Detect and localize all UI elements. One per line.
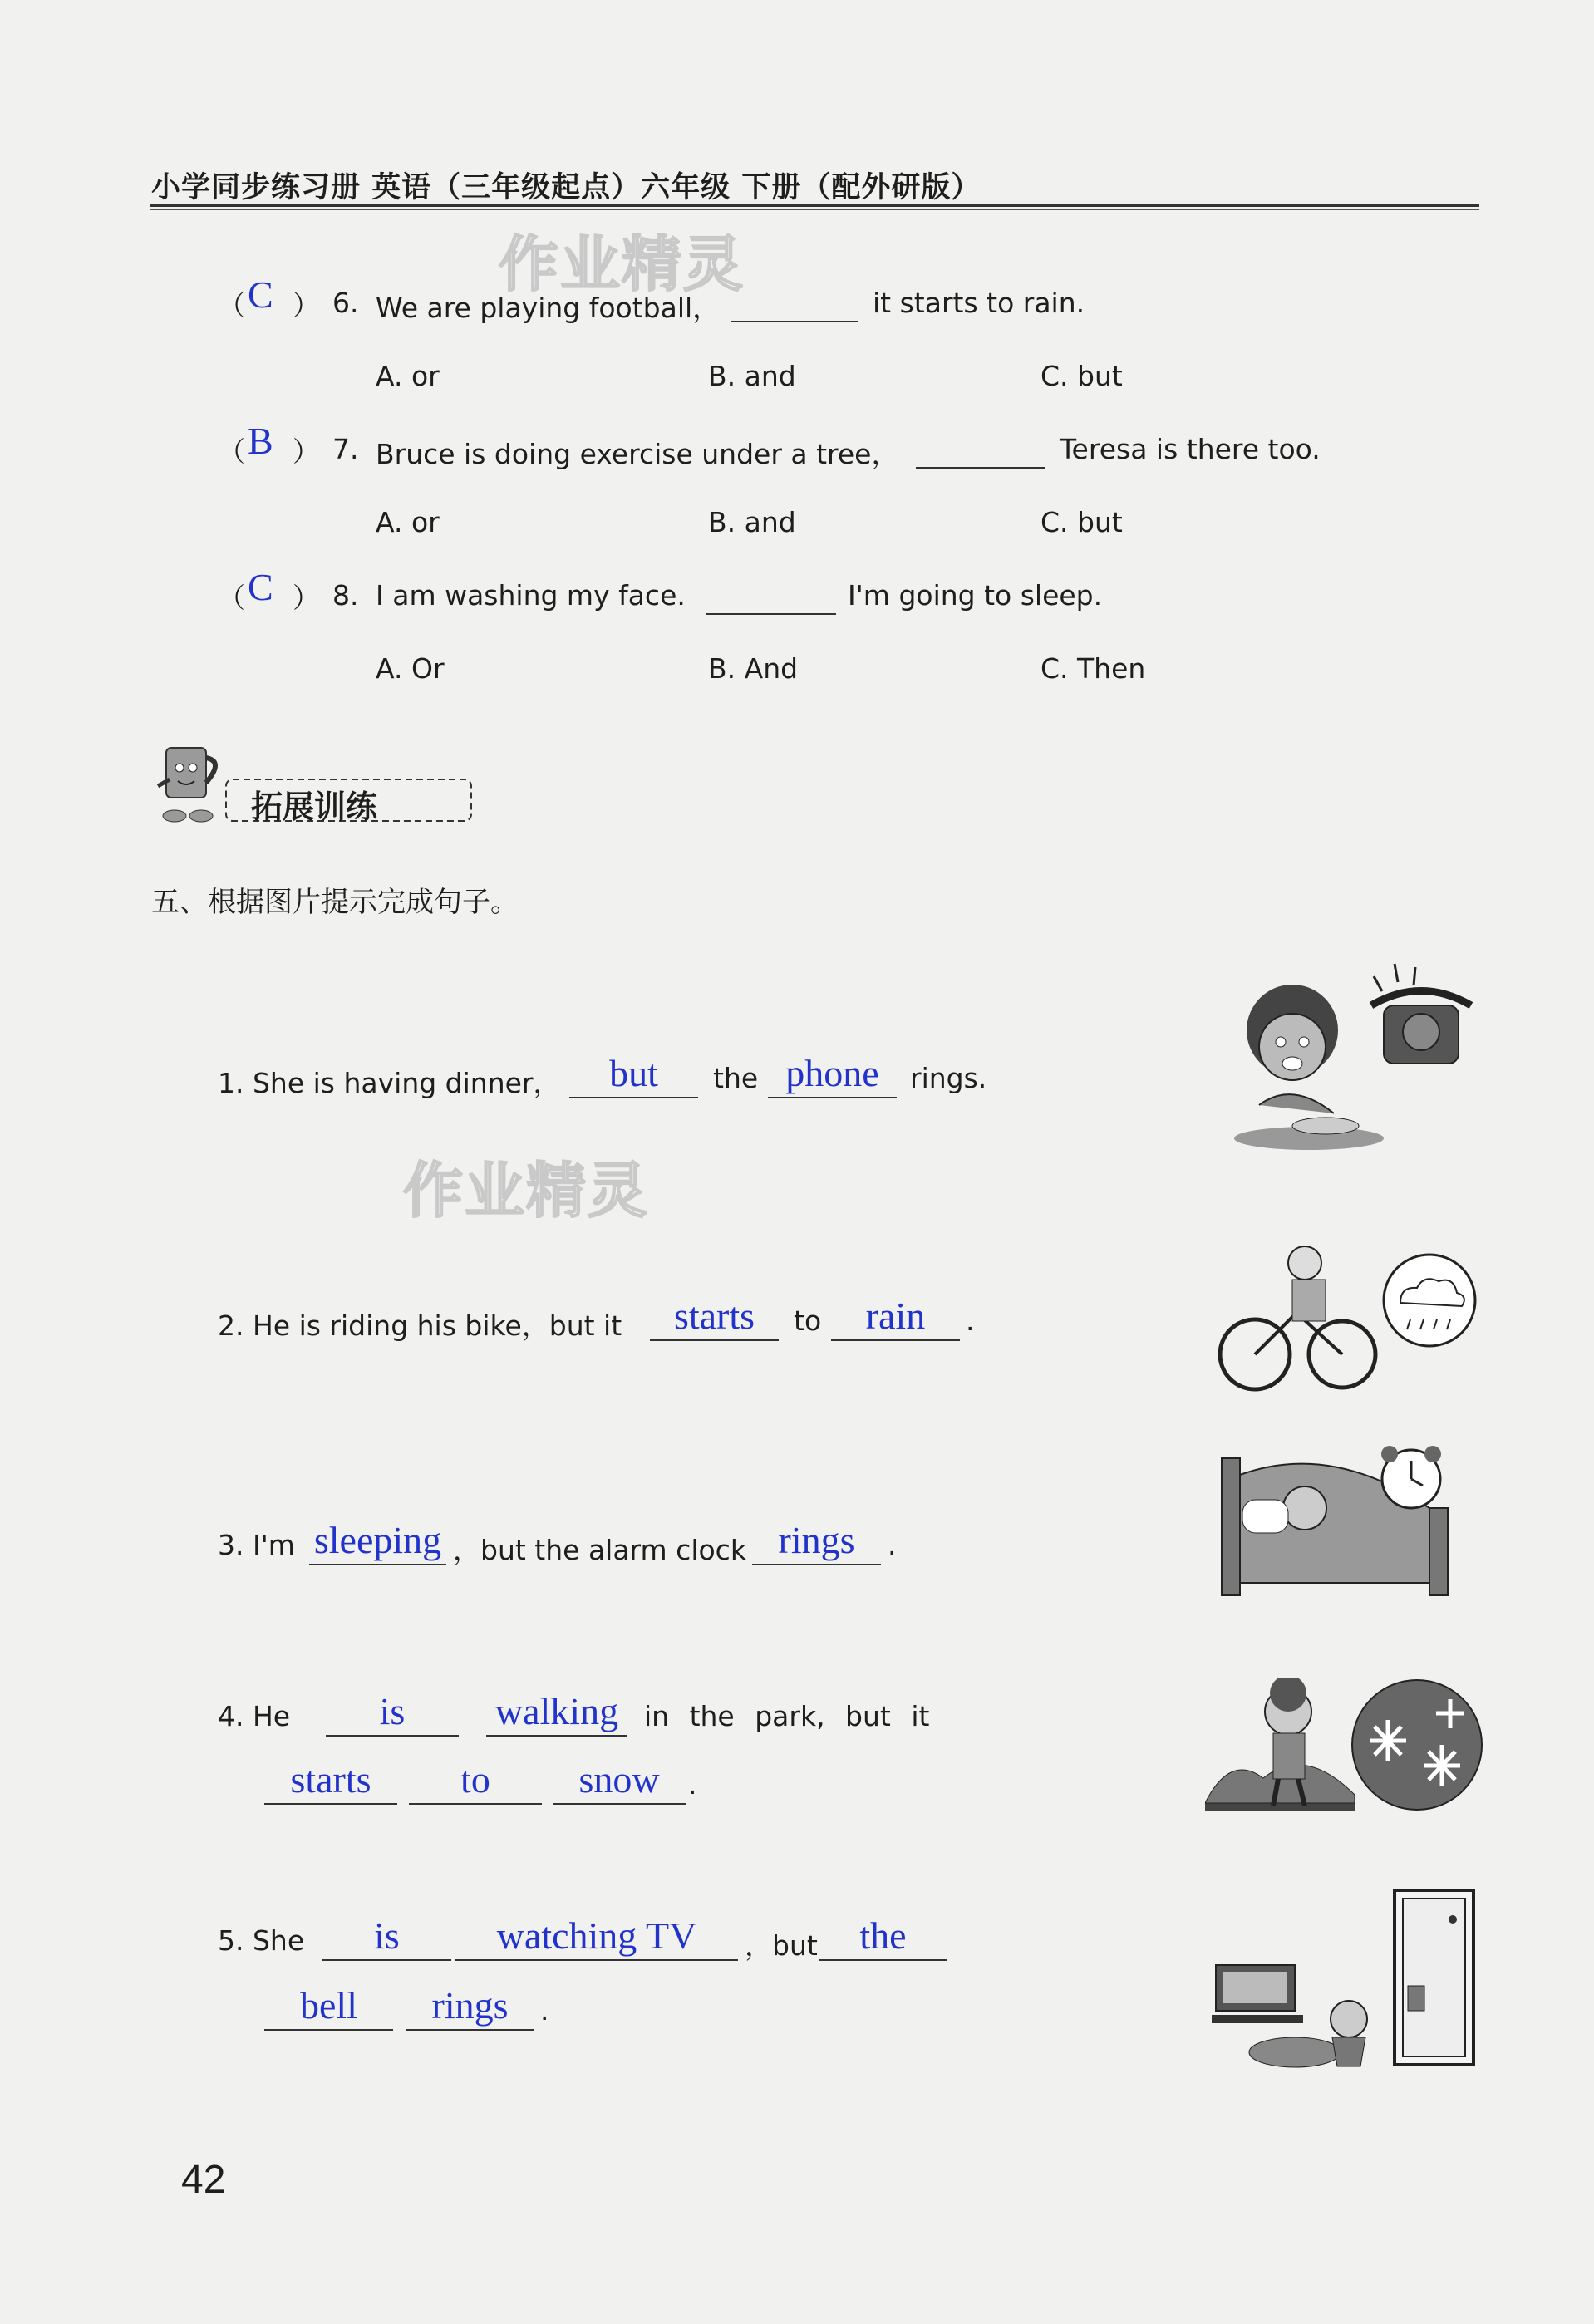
item-4-blank-2 xyxy=(486,1688,627,1737)
page-number: 42 xyxy=(181,2158,226,2202)
item-5-blank-4 xyxy=(264,1983,393,2031)
item-3-blank-2 xyxy=(752,1517,881,1565)
item-4-blank-4 xyxy=(409,1757,542,1805)
section-5-title: 五、根据图片提示完成句子。 xyxy=(151,886,519,919)
item-5-blank-2 xyxy=(455,1913,738,1961)
item-4-answer-1: is xyxy=(379,1690,406,1732)
answer-paren-close: ） xyxy=(293,435,320,468)
question-7-text-after: Teresa is there too. xyxy=(1060,433,1321,465)
question-8-number: 8. xyxy=(332,579,359,612)
item-4-answer-5: snow xyxy=(578,1758,660,1801)
question-6-text-after: it starts to rain. xyxy=(873,287,1085,319)
header-rule xyxy=(150,204,1479,207)
answer-paren-open: （ xyxy=(218,289,245,322)
question-8-text-after: I'm going to sleep. xyxy=(848,579,1103,612)
choice-c: C. but xyxy=(1041,506,1123,538)
choice-c: C. Then xyxy=(1041,652,1146,685)
watermark: 作业精灵 xyxy=(499,229,745,299)
question-6-number: 6. xyxy=(332,287,359,319)
item-1-answer-2: phone xyxy=(785,1052,879,1094)
watermark: 作业精灵 xyxy=(403,1156,650,1226)
answer-paren-close: ） xyxy=(293,582,320,614)
item-3-text-3: . xyxy=(888,1529,897,1561)
item-3-text: 3. I'm xyxy=(218,1529,295,1561)
item-4-answer-3: starts xyxy=(290,1758,371,1801)
answer-paren-open: （ xyxy=(218,435,245,468)
item-2-text-2: to xyxy=(794,1304,822,1337)
answer-paren-open: （ xyxy=(218,582,245,614)
item-4-text-3: . xyxy=(688,1768,697,1801)
item-3-answer-2: rings xyxy=(778,1519,855,1561)
item-4-text: 4. He xyxy=(218,1700,291,1732)
question-8-text: I am washing my face. xyxy=(376,579,686,612)
header-rule-thin xyxy=(150,209,1479,210)
choice-a: A. Or xyxy=(376,652,445,685)
item-1-text: 1. She is having dinner， xyxy=(218,1067,561,1099)
item-2-blank-2 xyxy=(831,1293,960,1341)
item-5-text-2: ，but xyxy=(745,1929,818,1962)
item-5-answer-2: watching TV xyxy=(496,1914,697,1957)
item-1-text-2: the xyxy=(713,1062,759,1094)
mug-mascot-icon xyxy=(158,748,215,822)
question-7-blank xyxy=(916,467,1045,469)
choice-a: A. or xyxy=(376,360,440,392)
item-4-blank-5 xyxy=(553,1757,686,1805)
choice-b: B. And xyxy=(708,652,799,685)
banner-label: 拓展训练 xyxy=(251,789,378,825)
girl-tv-door-bell-illustration xyxy=(1212,1886,1482,2073)
question-8-blank xyxy=(706,613,836,615)
item-5-text-3: . xyxy=(540,1994,549,2027)
item-5-answer-4: bell xyxy=(300,1984,357,2027)
item-1-text-3: rings. xyxy=(910,1062,987,1094)
item-5-answer-3: the xyxy=(859,1914,907,1957)
item-2-text: 2. He is riding his bike，but it xyxy=(218,1309,622,1342)
item-4-answer-2: walking xyxy=(494,1690,619,1732)
question-7-text: Bruce is doing exercise under a tree， xyxy=(376,438,899,470)
choice-b: B. and xyxy=(708,506,796,538)
page-header: 小学同步练习册 英语（三年级起点）六年级 下册（配外研版） xyxy=(151,171,981,204)
mc-answer-8: C xyxy=(248,566,273,608)
mc-answer-6: C xyxy=(248,273,273,316)
question-6-blank xyxy=(731,321,858,322)
item-4-answer-4: to xyxy=(460,1758,490,1801)
item-4-blank-1 xyxy=(326,1688,459,1737)
item-4-text-2: in the park, but it xyxy=(644,1700,930,1732)
boy-park-snow-illustration xyxy=(1205,1678,1483,1815)
girl-dinner-phone-illustration xyxy=(1226,956,1483,1159)
item-2-blank-1 xyxy=(650,1293,779,1341)
item-4-blank-3 xyxy=(264,1757,397,1805)
choice-c: C. but xyxy=(1041,360,1123,392)
sleeping-alarm-clock-illustration xyxy=(1213,1442,1479,1608)
item-3-blank-1 xyxy=(309,1517,446,1565)
boy-bike-rain-illustration xyxy=(1218,1238,1479,1400)
choice-b: B. and xyxy=(708,360,796,392)
question-6-text: We are playing football， xyxy=(376,292,721,324)
item-2-text-3: . xyxy=(966,1304,975,1337)
item-3-answer-1: sleeping xyxy=(313,1519,442,1561)
item-5-answer-5: rings xyxy=(431,1984,509,2027)
question-7-number: 7. xyxy=(332,433,359,465)
item-5-answer-1: is xyxy=(374,1914,400,1957)
item-1-blank-2 xyxy=(768,1050,897,1098)
item-5-blank-5 xyxy=(406,1983,534,2031)
answer-paren-close: ） xyxy=(293,289,320,322)
item-5-text: 5. She xyxy=(218,1924,305,1957)
item-3-text-2: ，but the alarm clock xyxy=(453,1534,746,1566)
choice-a: A. or xyxy=(376,506,440,538)
item-1-blank-1 xyxy=(569,1050,698,1098)
item-5-blank-1 xyxy=(322,1913,451,1961)
item-1-answer-1: but xyxy=(609,1052,658,1094)
item-2-answer-1: starts xyxy=(673,1295,755,1337)
item-5-blank-3 xyxy=(819,1913,947,1961)
item-2-answer-2: rain xyxy=(865,1295,926,1337)
mc-answer-7: B xyxy=(248,420,273,462)
